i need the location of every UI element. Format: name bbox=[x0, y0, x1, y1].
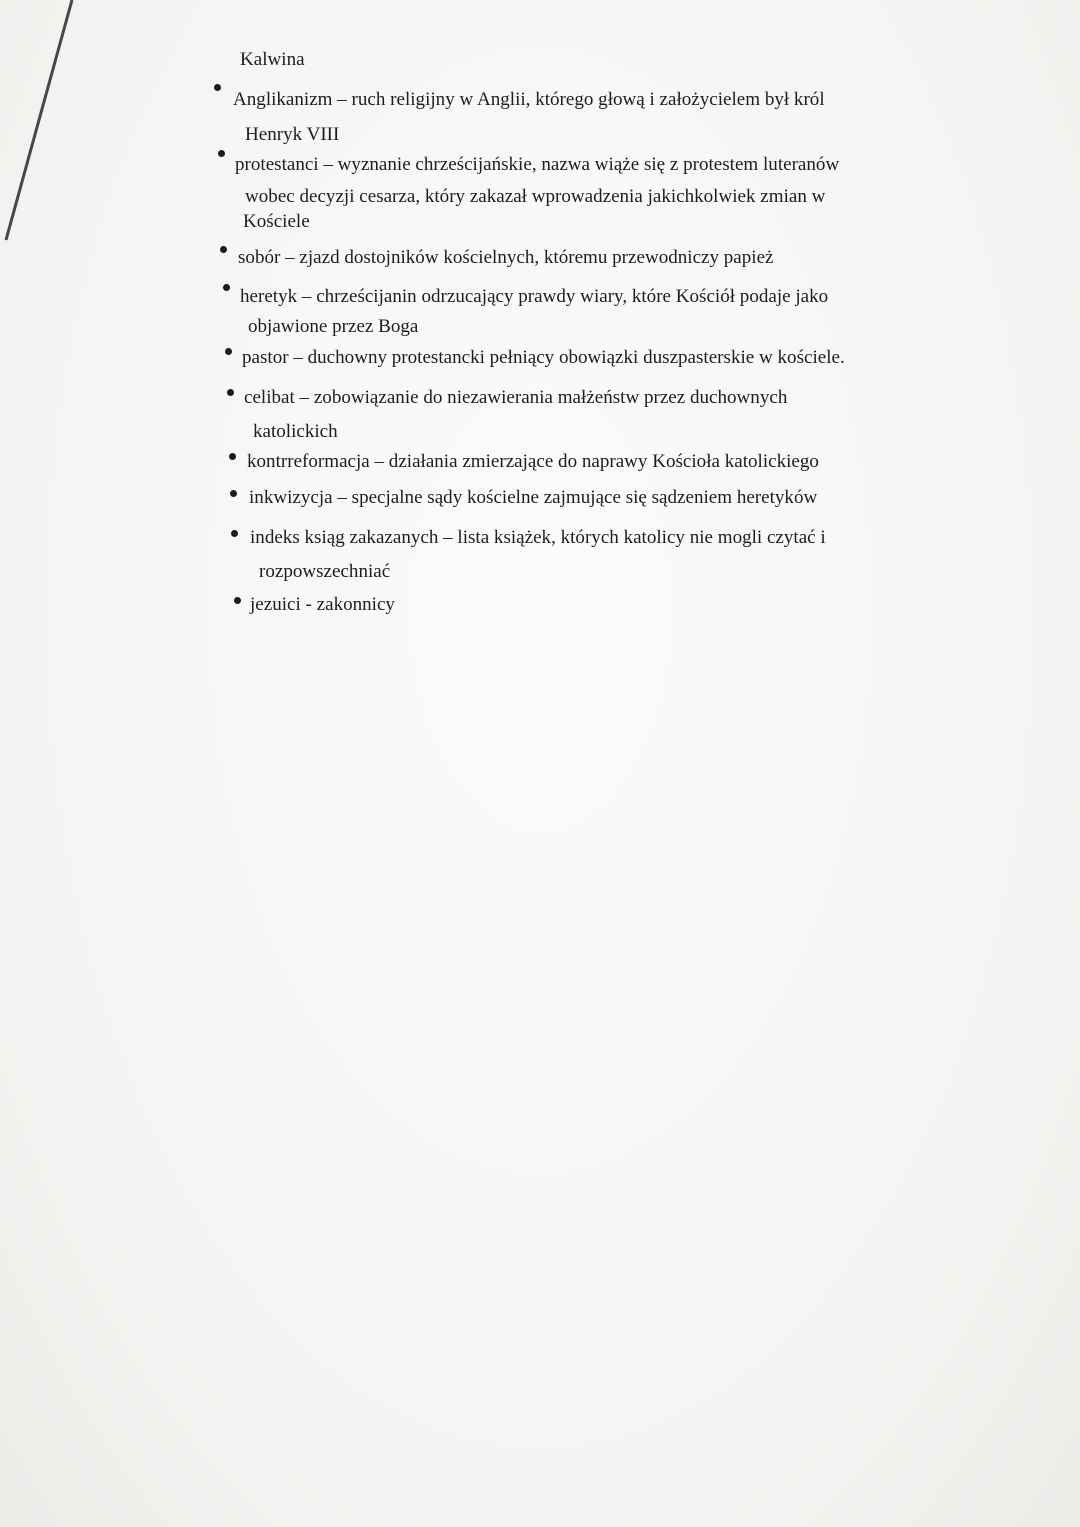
list-item-heretyk: heretyk – chrześcijanin odrzucający prawdy wiary, które Kościół podaje jako bbox=[240, 287, 829, 307]
continuation-line: katolickich bbox=[253, 422, 338, 442]
list-item-kontrreformacja: kontrreformacja – działania zmierzające do naprawy Kościoła katolickiego bbox=[247, 452, 819, 472]
list-item-inkwizycja: inkwizycja – specjalne sądy kościelne zajmujące się sądzeniem heretyków bbox=[249, 488, 818, 508]
bullet-icon bbox=[225, 348, 232, 355]
list-item-anglikanizm: Anglikanizm – ruch religijny w Anglii, którego głową i założycielem był król bbox=[233, 90, 825, 110]
bullet-icon bbox=[229, 453, 236, 460]
bullet-icon bbox=[231, 530, 238, 537]
bullet-icon bbox=[230, 490, 237, 497]
bullet-icon bbox=[214, 84, 221, 91]
list-item-jezuici: jezuici - zakonnicy bbox=[250, 595, 395, 615]
list-item-indeks: indeks ksiąg zakazanych – lista książek, których katolicy nie mogli czytać i bbox=[250, 528, 826, 548]
bullet-icon bbox=[218, 150, 225, 157]
list-item-protestanci: protestanci – wyznanie chrześcijańskie, nazwa wiąże się z protestem luteranów bbox=[235, 155, 840, 175]
bullet-icon bbox=[234, 597, 241, 604]
bullet-icon bbox=[223, 284, 230, 291]
list-item-pastor: pastor – duchowny protestancki pełniący obowiązki duszpasterskie w kościele. bbox=[242, 348, 845, 368]
continuation-line: Kościele bbox=[243, 212, 310, 232]
continuation-line: wobec decyzji cesarza, który zakazał wprowadzenia jakichkolwiek zmian w bbox=[245, 187, 826, 207]
list-item-celibat: celibat – zobowiązanie do niezawierania małżeństw przez duchownych bbox=[244, 388, 788, 408]
bullet-icon bbox=[220, 246, 227, 253]
continuation-line: Kalwina bbox=[240, 50, 305, 70]
bullet-icon bbox=[227, 389, 234, 396]
continuation-line: Henryk VIII bbox=[245, 125, 340, 145]
scan-edge-line bbox=[0, 0, 100, 260]
continuation-line: objawione przez Boga bbox=[248, 317, 419, 337]
list-item-sobor: sobór – zjazd dostojników kościelnych, któremu przewodniczy papież bbox=[238, 248, 774, 268]
continuation-line: rozpowszechniać bbox=[259, 562, 391, 582]
